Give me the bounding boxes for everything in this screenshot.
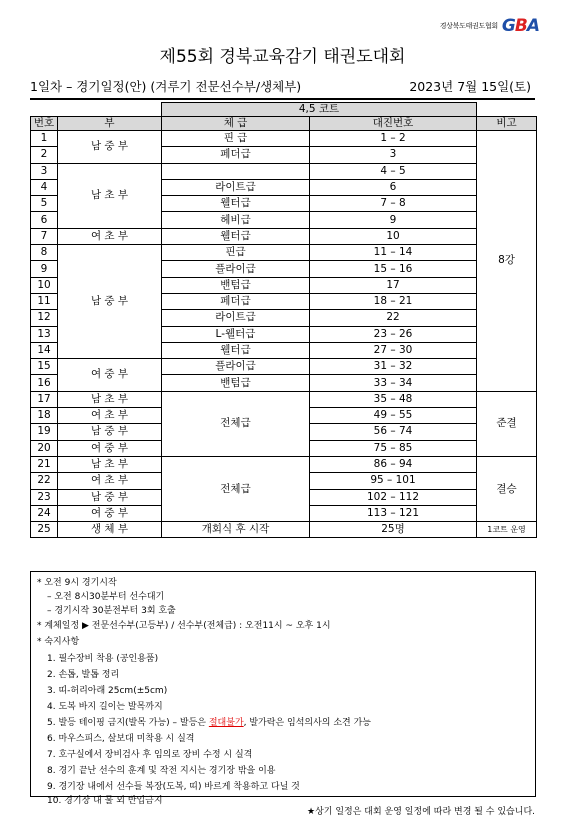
weight-cell: 페더급 xyxy=(162,147,310,163)
weight-cell: L-웰터급 xyxy=(162,326,310,342)
weight-cell: 라이트급 xyxy=(162,179,310,195)
division-cell: 남 초 부 xyxy=(58,163,162,228)
association-logo xyxy=(440,16,539,36)
row-no: 2 xyxy=(31,147,58,163)
court-label: 4,5 코트 xyxy=(162,103,477,117)
draw-cell: 113 – 121 xyxy=(310,505,477,521)
weight-cell: 밴텀급 xyxy=(162,277,310,293)
row-no: 15 xyxy=(31,359,58,375)
draw-cell: 6 xyxy=(310,179,477,195)
draw-cell: 33 – 34 xyxy=(310,375,477,391)
division-cell: 남 중 부 xyxy=(58,131,162,164)
draw-cell: 31 – 32 xyxy=(310,359,477,375)
weight-cell: 핀급 xyxy=(162,245,310,261)
header-weight: 체 급 xyxy=(162,117,310,131)
notes-box xyxy=(30,571,536,806)
draw-cell: 95 – 101 xyxy=(310,473,477,489)
header-draw: 대진번호 xyxy=(310,117,477,131)
weight-cell: 웰터급 xyxy=(162,342,310,358)
table-row xyxy=(31,522,537,538)
draw-cell: 7 – 8 xyxy=(310,196,477,212)
draw-cell: 22 xyxy=(310,310,477,326)
weight-cell: 핀 급 xyxy=(162,131,310,147)
note-rules-heading: * 숙지사항 xyxy=(37,637,80,647)
weight-cell: 웰터급 xyxy=(162,196,310,212)
note-rule-5: 5. 발등 테이핑 금지(발목 가능) – 발등은 절대불가, 발가락은 임석의사의 소견 가능 xyxy=(47,718,371,728)
row-no: 1 xyxy=(31,131,58,147)
note-cell: 결승 xyxy=(477,456,537,521)
schedule-date: 2023년 7월 15일(토) xyxy=(409,79,531,94)
row-no: 11 xyxy=(31,293,58,309)
row-no: 10 xyxy=(31,277,58,293)
gbta-logo-mark: GBA xyxy=(501,16,539,36)
note-cell: 8강 xyxy=(477,131,537,392)
division-cell: 남 중 부 xyxy=(58,489,162,505)
table-row xyxy=(31,228,537,244)
weight-cell: 플라이급 xyxy=(162,359,310,375)
header-note: 비고 xyxy=(477,117,537,131)
weight-cell: 전체급 xyxy=(162,456,310,521)
weight-cell: 전체급 xyxy=(162,391,310,456)
row-no: 8 xyxy=(31,245,58,261)
row-no: 13 xyxy=(31,326,58,342)
division-cell: 여 초 부 xyxy=(58,228,162,244)
note-rule-1: 1. 필수장비 착용 (공인용품) xyxy=(47,654,159,664)
row-no: 14 xyxy=(31,342,58,358)
note-rule-9: 9. 경기장 내에서 선수들 복장(도복, 띠) 바르게 착용하고 다닐 것 xyxy=(47,782,300,792)
note-call-time: – 경기시작 30분전부터 3회 호출 xyxy=(47,606,176,616)
schedule-subtitle xyxy=(30,77,535,100)
weight-cell: 라이트급 xyxy=(162,310,310,326)
note-start-time: * 오전 9시 경기시작 xyxy=(37,578,117,588)
draw-cell: 35 – 48 xyxy=(310,391,477,407)
draw-cell: 4 – 5 xyxy=(310,163,477,179)
draw-cell: 27 – 30 xyxy=(310,342,477,358)
division-cell: 남 초 부 xyxy=(58,391,162,407)
division-cell: 남 중 부 xyxy=(58,424,162,440)
table-row xyxy=(31,359,537,375)
table-row xyxy=(31,163,537,179)
division-cell: 여 중 부 xyxy=(58,505,162,521)
note-rule-6: 6. 마우스피스, 살보대 미착용 시 실격 xyxy=(47,734,195,744)
row-no: 25 xyxy=(31,522,58,538)
document-title: 제55회 경북교육감기 태권도대회 xyxy=(159,47,406,67)
draw-cell: 86 – 94 xyxy=(310,456,477,472)
draw-cell: 56 – 74 xyxy=(310,424,477,440)
draw-cell: 75 – 85 xyxy=(310,440,477,456)
row-no: 6 xyxy=(31,212,58,228)
draw-cell: 17 xyxy=(310,277,477,293)
table-row xyxy=(31,131,537,147)
note-weigh-in: * 계체일정 ▶ 전문선수부(고등부) / 선수부(전체급) : 오전11시 ~ 오후 1시 xyxy=(37,621,331,631)
header-division: 부 xyxy=(58,117,162,131)
division-cell: 여 초 부 xyxy=(58,408,162,424)
division-cell: 여 중 부 xyxy=(58,440,162,456)
note-cell: 준결 xyxy=(477,391,537,456)
draw-cell: 10 xyxy=(310,228,477,244)
draw-cell: 1 – 2 xyxy=(310,131,477,147)
division-cell: 남 초 부 xyxy=(58,456,162,472)
schedule-label: 1일차 – 경기일정(안) (겨루기 전문선수부/생체부) xyxy=(30,79,302,94)
association-name: 경상북도태권도협회 xyxy=(439,22,498,30)
draw-cell: 49 – 55 xyxy=(310,408,477,424)
draw-cell: 9 xyxy=(310,212,477,228)
row-no: 7 xyxy=(31,228,58,244)
row-no: 3 xyxy=(31,163,58,179)
division-cell: 여 초 부 xyxy=(58,473,162,489)
row-no: 17 xyxy=(31,391,58,407)
note-rule-7: 7. 호구실에서 장비검사 후 임의로 장비 수정 시 실격 xyxy=(47,750,253,760)
court-header-row xyxy=(31,103,537,117)
weight-cell: 웰터급 xyxy=(162,228,310,244)
row-no: 12 xyxy=(31,310,58,326)
weight-cell: 페더급 xyxy=(162,293,310,309)
table-header-row xyxy=(31,117,537,131)
draw-cell: 11 – 14 xyxy=(310,245,477,261)
row-no: 21 xyxy=(31,456,58,472)
note-cell: 1코트 운영 xyxy=(477,522,537,538)
weight-cell: 개회식 후 시작 xyxy=(162,522,310,538)
row-no: 9 xyxy=(31,261,58,277)
footer-disclaimer: ★상기 일정은 대회 운영 일정에 따라 변경 될 수 있습니다. xyxy=(307,807,535,817)
note-wait-time: – 오전 8시30분부터 선수대기 xyxy=(47,592,165,602)
draw-cell: 18 – 21 xyxy=(310,293,477,309)
row-no: 5 xyxy=(31,196,58,212)
row-no: 4 xyxy=(31,179,58,195)
table-row xyxy=(31,245,537,261)
row-no: 24 xyxy=(31,505,58,521)
draw-cell: 23 – 26 xyxy=(310,326,477,342)
note-rule-8: 8. 경기 끝난 선수의 훈계 및 작전 지시는 경기장 밖을 이용 xyxy=(47,766,276,776)
weight-cell: 헤비급 xyxy=(162,212,310,228)
table-row xyxy=(31,456,537,472)
draw-cell: 15 – 16 xyxy=(310,261,477,277)
row-no: 18 xyxy=(31,408,58,424)
division-cell: 생 체 부 xyxy=(58,522,162,538)
note-rule-3: 3. 띠-허리아래 25cm(±5cm) xyxy=(47,686,168,696)
weight-cell: 밴텀급 xyxy=(162,375,310,391)
draw-cell: 3 xyxy=(310,147,477,163)
row-no: 19 xyxy=(31,424,58,440)
division-cell: 여 중 부 xyxy=(58,359,162,392)
division-cell: 남 중 부 xyxy=(58,245,162,359)
note-rule-4: 4. 도복 바지 길이는 발목까지 xyxy=(47,702,163,712)
note-rule-2: 2. 손톱, 발톱 정리 xyxy=(47,670,120,680)
draw-cell: 25명 xyxy=(310,522,477,538)
draw-cell: 102 – 112 xyxy=(310,489,477,505)
header-no: 번호 xyxy=(31,117,58,131)
note-rule-10: 10. 경기장 내 물 외 반입금지 xyxy=(47,796,163,806)
row-no: 23 xyxy=(31,489,58,505)
warning-text: 절대불가 xyxy=(208,718,244,728)
schedule-table xyxy=(30,102,537,538)
row-no: 20 xyxy=(31,440,58,456)
row-no: 16 xyxy=(31,375,58,391)
weight-cell xyxy=(162,163,310,179)
weight-cell: 플라이급 xyxy=(162,261,310,277)
row-no: 22 xyxy=(31,473,58,489)
table-row xyxy=(31,391,537,407)
